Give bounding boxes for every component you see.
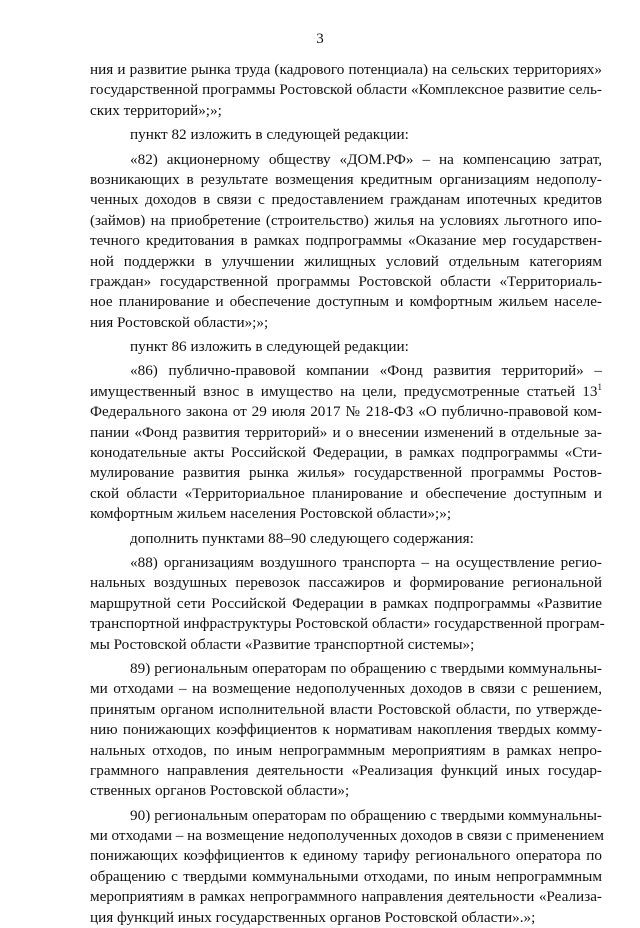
line-text: ских территорий»;»; — [90, 101, 222, 119]
line-text: маршрутной сети Российской Федерации в рамках подпрограммы «Развитие — [90, 594, 602, 612]
text-line — [90, 423, 602, 443]
text-line — [90, 211, 602, 231]
line-text: мулирование развития рынка жилья» государственной программы Ростов- — [90, 464, 602, 482]
text-line — [90, 190, 602, 210]
line-text: пункт 82 изложить в следующей редакции: — [130, 126, 409, 144]
line-text: «86) публично-правовой компании «Фонд развития территорий» – — [130, 362, 602, 380]
text-line — [90, 80, 602, 100]
text-line — [90, 231, 602, 251]
text-line — [90, 101, 602, 121]
line-text: имущественный взнос в имущество на цели, предусмотренные статьей 13 — [90, 382, 598, 400]
text-line — [90, 553, 602, 573]
paragraph-p8 — [90, 659, 602, 802]
text-line — [90, 846, 602, 866]
line-text: мероприятиям в рамках непрограммного направления деятельности «Реализа- — [90, 888, 602, 906]
text-line — [90, 252, 602, 272]
text-line — [90, 529, 602, 549]
paragraph-p5 — [90, 361, 602, 524]
line-text: нальных отходов, по иным непрограммным мероприятиям в рамках непро- — [90, 741, 602, 759]
line-text: ния и развитие рынка труда (кадрового потенциала) на сельских территориях» — [90, 61, 602, 78]
line-text: ное планирование и обеспечение доступным и комфортным жильем населе- — [90, 293, 602, 311]
text-line — [90, 806, 602, 826]
line-text: ной поддержки в улучшении жилищных условий отдельным категориям — [90, 252, 602, 270]
paragraph-p4 — [90, 337, 602, 357]
text-line — [90, 594, 602, 614]
line-text: «88) организациям воздушного транспорта – на осуществление регио- — [130, 553, 602, 571]
text-line — [90, 150, 602, 170]
line-text: мы Ростовской области «Развитие транспортной системы»; — [90, 635, 475, 653]
text-line — [90, 573, 602, 593]
line-text: комфортным жильем населения Ростовской области»;»; — [90, 505, 452, 523]
line-text: ченных доходов в связи с предоставлением гражданам ипотечных кредитов — [90, 191, 602, 209]
text-line — [90, 761, 602, 781]
text-line — [90, 402, 602, 422]
line-text: государственной программы Ростовской области «Комплексное развитие сель- — [90, 81, 602, 99]
text-line — [90, 463, 602, 483]
text-line — [90, 908, 602, 928]
text-line — [90, 659, 602, 679]
paragraph-p9 — [90, 806, 602, 928]
line-text: 90) региональным операторам по обращению с твердыми коммунальны- — [130, 806, 602, 824]
line-text: ственных органов Ростовской области»; — [90, 782, 350, 800]
paragraph-p2 — [90, 125, 602, 145]
paragraph-p6 — [90, 529, 602, 549]
text-line — [90, 170, 602, 190]
text-line — [90, 484, 602, 504]
line-text: пании «Фонд развития территорий» и о внесении изменений в отдельные за- — [90, 423, 602, 441]
line-text: ми отходами – на возмещение недополученных доходов в связи с решением, — [90, 680, 602, 698]
text-line — [90, 614, 605, 634]
text-line — [90, 720, 602, 740]
text-line — [90, 60, 602, 80]
document-body — [90, 60, 605, 928]
text-line — [90, 125, 602, 145]
line-text: ния Ростовской области»;»; — [90, 313, 269, 331]
line-text: возникающих в результате возмещения кредитным организациям недополу- — [90, 170, 602, 188]
text-line — [90, 443, 602, 463]
line-text: 89) региональным операторам по обращению с твердыми коммунальны- — [130, 659, 602, 677]
line-text: пункт 86 изложить в следующей редакции: — [130, 338, 409, 356]
text-line — [90, 292, 602, 312]
line-text: граммного направления деятельности «Реализация функций иных государ- — [90, 761, 602, 779]
line-text: «82) акционерному обществу «ДОМ.РФ» – на компенсацию затрат, — [130, 150, 602, 168]
line-text: транспортной инфраструктуры Ростовской области» государственной програм- — [90, 615, 605, 633]
line-text: течного кредитования в рамках подпрограммы «Оказание мер государствен- — [90, 232, 602, 250]
text-line — [90, 382, 602, 402]
line-text: нию понижающих коэффициентов к нормативам накопления твердых комму- — [90, 721, 602, 739]
line-text: ция функций иных государственных органов Ростовской области».»; — [90, 908, 536, 926]
text-line — [90, 272, 602, 292]
line-text: принятым органом исполнительной власти Ростовской области, по утвержде- — [90, 700, 602, 718]
line-text: понижающих коэффициентов к единому тарифу регионального оператора по — [90, 847, 602, 865]
paragraph-p1 — [90, 60, 602, 121]
text-line — [90, 826, 602, 846]
text-line — [90, 361, 602, 381]
line-text: (займов) на приобретение (строительство) жилья на условиях льготного ипо- — [90, 211, 602, 229]
text-line — [90, 781, 602, 801]
line-text: ми отходами – на возмещение недополученных доходов в связи с применением — [90, 827, 604, 845]
text-line — [90, 504, 602, 524]
line-text: дополнить пунктами 88–90 следующего содержания: — [130, 529, 474, 547]
text-line — [90, 313, 602, 333]
text-line — [90, 679, 602, 699]
paragraph-p7 — [90, 553, 605, 655]
text-line — [90, 700, 602, 720]
line-text: обращению с твердыми коммунальными отходами, по иным непрограммным — [90, 867, 602, 885]
superscript: 1 — [597, 381, 602, 392]
text-line — [90, 741, 602, 761]
text-line — [90, 867, 602, 887]
line-text: нальных воздушных перевозок пассажиров и формирование региональной — [90, 574, 602, 592]
page-number: 3 — [316, 31, 324, 47]
line-text: ской области «Территориальное планирование и обеспечение доступным и — [90, 484, 602, 502]
line-text: конодательные акты Российской Федерации, в рамках подпрограммы «Сти- — [90, 444, 602, 462]
line-text: граждан» государственной программы Ростовской области «Территориаль- — [90, 272, 602, 290]
paragraph-p3 — [90, 150, 602, 334]
text-line — [90, 635, 602, 655]
text-line — [90, 337, 602, 357]
line-text: Федерального закона от 29 июля 2017 № 218-ФЗ «О публично-правовой ком- — [90, 403, 602, 421]
